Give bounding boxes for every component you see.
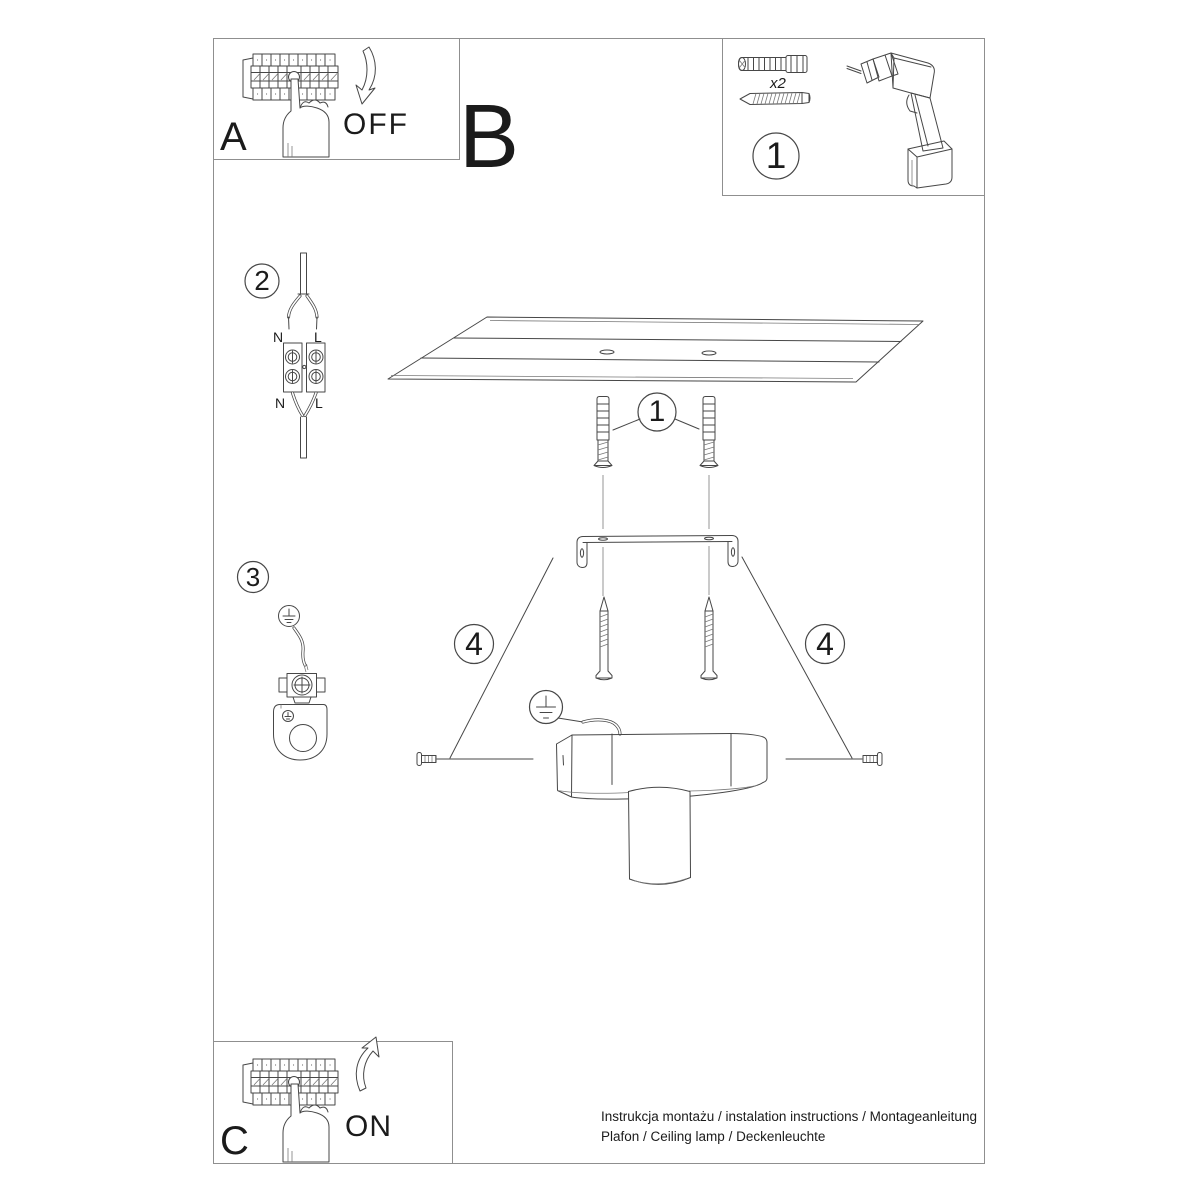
wire-label-n-bottom: N bbox=[275, 395, 286, 411]
leader-lines bbox=[437, 557, 862, 759]
ceiling-panel bbox=[388, 317, 923, 382]
wire-label-l-bottom: L bbox=[315, 395, 323, 411]
alignment-guides-upper bbox=[603, 475, 709, 529]
mounting-screw-icon bbox=[596, 597, 612, 680]
tools-badge: 1 bbox=[765, 135, 787, 176]
step-a-action: OFF bbox=[343, 108, 409, 141]
arrow-down-icon bbox=[356, 47, 375, 104]
alignment-guides-lower bbox=[603, 546, 709, 596]
footer-line1: Instrukcja montażu / instalation instructions / Montageanleitung bbox=[601, 1109, 977, 1124]
wiring-badge: 2 bbox=[254, 265, 270, 296]
terminal-block bbox=[284, 343, 326, 392]
dowels-badge: 1 bbox=[648, 395, 666, 428]
ground-symbol-lamp-icon bbox=[530, 691, 584, 724]
circuit-breaker-panel-icon bbox=[243, 54, 338, 157]
step-c-action: ON bbox=[345, 1110, 392, 1143]
screw-icon bbox=[740, 93, 810, 105]
wall-plug-vertical-icon bbox=[594, 397, 612, 468]
side-screw-left-icon bbox=[417, 753, 436, 766]
step-a-label: A bbox=[220, 115, 247, 159]
step-b-label: B bbox=[459, 87, 520, 187]
ground-symbol-icon bbox=[279, 606, 300, 627]
screws-right-badge: 4 bbox=[816, 625, 834, 662]
hand-press-icon bbox=[283, 79, 329, 157]
wire-label-l-top: L bbox=[314, 329, 322, 345]
drill-icon bbox=[847, 53, 952, 188]
ground-wire bbox=[583, 720, 620, 734]
wall-plug-icon bbox=[739, 56, 808, 73]
mounting-bracket bbox=[577, 536, 738, 568]
lamp-body bbox=[557, 734, 768, 886]
step-c-label: C bbox=[220, 1119, 249, 1163]
side-screw-right-icon bbox=[863, 753, 882, 766]
wire-label-n-top: N bbox=[273, 329, 284, 345]
footer-line2: Plafon / Ceiling lamp / Deckenleuchte bbox=[601, 1129, 826, 1144]
holder-badge: 3 bbox=[245, 561, 261, 592]
dowel-qty-label: x2 bbox=[770, 75, 786, 92]
screws-left-badge: 4 bbox=[465, 625, 483, 662]
page-frame bbox=[214, 39, 985, 1164]
arrow-up-icon bbox=[356, 1037, 379, 1091]
